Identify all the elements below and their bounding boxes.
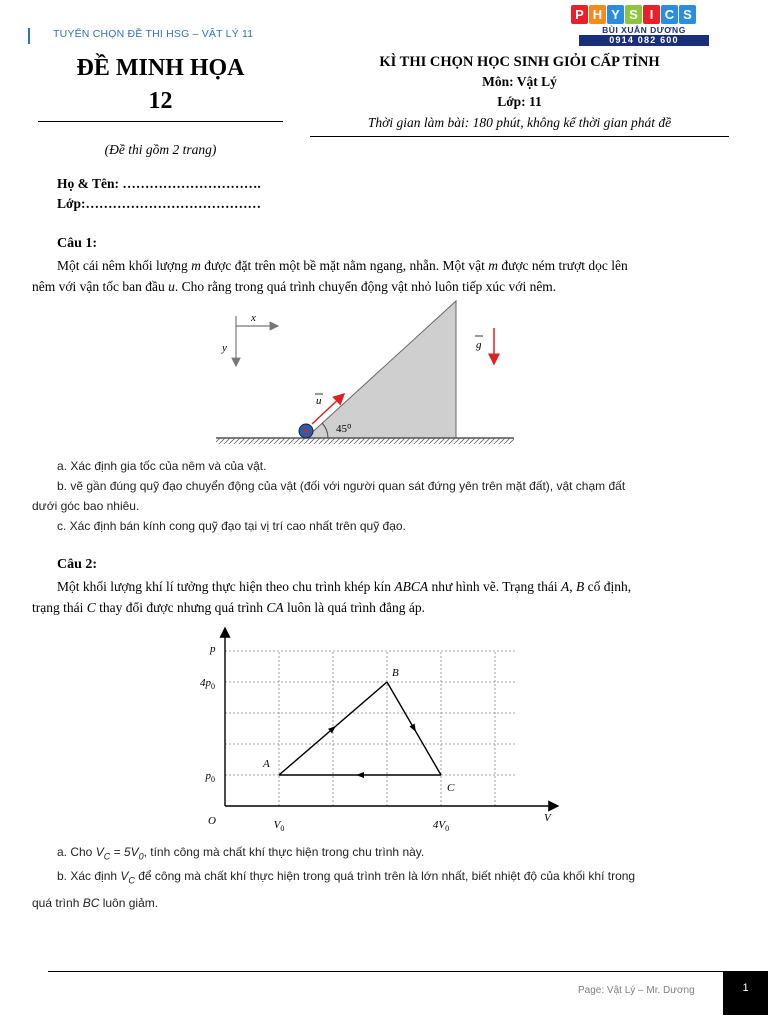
exam-code-title xyxy=(38,52,283,118)
logo-letters xyxy=(571,5,717,24)
exam-subject: Môn: Vật Lý xyxy=(482,74,557,89)
question-1c: c. Xác định bán kính cong quỹ đạo tại vị trí cao nhất trên quỹ đạo. xyxy=(57,519,406,533)
wedge-figure xyxy=(210,298,520,448)
question-2b-line1: b. Xác định $V_C$ để công mà chất khí thực hiện trong quá trình trên là lớn nhất, biết nhiệt độ của khối khí trong xyxy=(57,869,636,886)
divider-left xyxy=(38,121,283,122)
logo-letter: I xyxy=(643,5,660,24)
gravity-label: g xyxy=(476,339,482,351)
question-1-parts xyxy=(32,456,722,536)
logo-letter: H xyxy=(589,5,606,24)
x-tick-label: $V_0$ xyxy=(273,819,285,833)
page-count-note: (Đề thi gồm 2 trang) xyxy=(104,142,217,157)
logo-phone: 0914 082 600 xyxy=(579,35,709,46)
ground xyxy=(216,438,514,444)
header-accent-bar xyxy=(28,28,30,44)
question-2-parts xyxy=(32,842,722,913)
logo-letter: C xyxy=(661,5,678,24)
logo-letter: S xyxy=(679,5,696,24)
grid xyxy=(225,651,517,806)
state-label-A: A xyxy=(263,758,270,770)
p-axis-label: p xyxy=(210,643,216,655)
question-1-heading: Câu 1: xyxy=(57,236,98,251)
question-1a: a. Xác định gia tốc của nêm và của vật. xyxy=(57,459,267,473)
velocity-label: u xyxy=(316,395,322,407)
question-1-text: Một cái nêm khối lượng m được đặt trên một bề mặt nằm ngang, nhẵn. Một vật m được ném trượt dọc lên nêm với vận tốc ban đầu u. Cho rằng trong quá trình chuyển động vật nhỏ luôn tiếp xúc với nêm. xyxy=(32,258,628,294)
v-axis-label: V xyxy=(544,812,551,824)
question-2-heading: Câu 2: xyxy=(57,557,98,572)
pv-diagram xyxy=(186,622,566,837)
exam-code-number: 12 xyxy=(148,88,173,114)
student-class-field: Lớp:………………………………… xyxy=(57,196,261,211)
logo-name: BÙI XUÂN DƯƠNG xyxy=(602,25,686,35)
question-2b-line2: quá trình BC luôn giảm. xyxy=(32,895,159,910)
student-name-field: Họ & Tên: …………………………. xyxy=(57,176,261,191)
y-axis-label: y xyxy=(222,342,227,354)
question-2a: a. Cho $V_C = 5V_0$, tính công mà chất khí thực hiện trong chu trình này. xyxy=(57,845,425,862)
y-tick-label: $p_0$ xyxy=(205,770,215,784)
exam-title: KÌ THI CHỌN HỌC SINH GIỎI CẤP TỈNH xyxy=(379,54,660,70)
wedge xyxy=(306,301,456,438)
divider-right xyxy=(310,136,729,137)
state-label-B: B xyxy=(392,667,399,679)
x-tick-label: $4V_0$ xyxy=(432,819,450,833)
angle-label: 45⁰ xyxy=(336,423,352,435)
page-number: 1 xyxy=(723,972,768,1015)
direction-arrow xyxy=(356,772,364,778)
logo-letter: Y xyxy=(607,5,624,24)
question-1b-line2: dưới góc bao nhiêu. xyxy=(32,499,140,513)
origin-label: O xyxy=(208,815,216,827)
exam-code-line1: ĐỀ MINH HỌA xyxy=(76,55,245,81)
logo-letter: P xyxy=(571,5,588,24)
question-2-text: Một khối lượng khí lí tưởng thực hiện theo chu trình khép kín ABCA như hình vẽ. Trạng thái A, B cố định, trạng thái C thay đổi được nhưng quá trình CA luôn là quá trình đẳng áp. xyxy=(32,579,632,615)
direction-arrow xyxy=(409,724,418,734)
physics-logo xyxy=(571,5,717,49)
logo-letter: S xyxy=(625,5,642,24)
footer-rule xyxy=(48,971,768,972)
exam-time: Thời gian làm bài: 180 phút, không kể thời gian phát đề xyxy=(367,115,672,130)
question-1b-line1: b. vẽ gần đúng quỹ đạo chuyển động của vật (đối với người quan sát đứng yên trên mặt đất), vật chạm đất xyxy=(57,479,626,493)
state-label-C: C xyxy=(447,782,455,794)
y-tick-label: $4p_0$ xyxy=(200,677,215,691)
exam-grade: Lớp: 11 xyxy=(497,94,542,109)
footer-page-label: Page: Vật Lý – Mr. Dương xyxy=(578,985,695,996)
x-axis-label: x xyxy=(251,312,256,324)
series-title: TUYỂN CHỌN ĐỀ THI HSG – VẬT LÝ 11 xyxy=(53,28,254,40)
